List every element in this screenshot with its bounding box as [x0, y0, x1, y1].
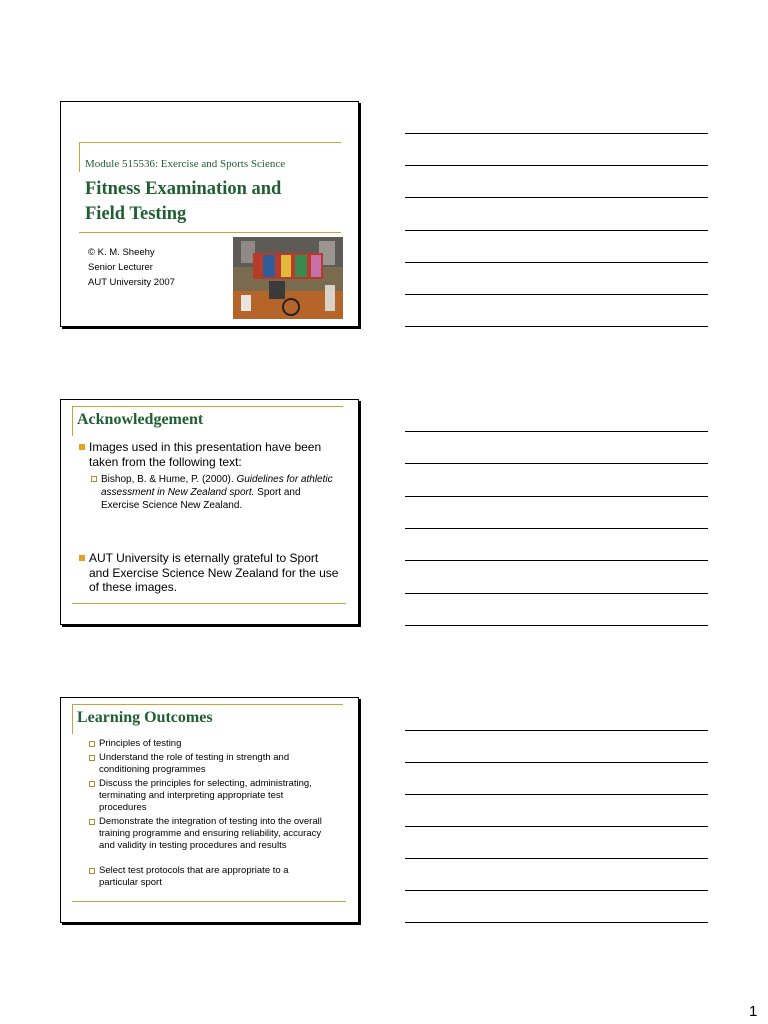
note-line: [405, 230, 708, 231]
outcome-text: Understand the role of testing in strength and conditioning programmes: [99, 752, 290, 775]
outcome-item: [89, 816, 325, 852]
sub-bullet-marker: [89, 741, 95, 747]
note-line: [405, 762, 708, 763]
note-line: [405, 262, 708, 263]
gym-photo: [233, 237, 343, 319]
reference-publisher: Sport and Exercise Science New Zealand.: [101, 487, 301, 511]
slide-title: Fitness Examination and Field Testing: [85, 179, 282, 224]
sub-bullet-marker: [91, 476, 97, 482]
gold-accent-top: [72, 704, 343, 705]
outcome-item: [89, 865, 325, 889]
outcome-item: [89, 752, 325, 776]
bullet-marker: [79, 444, 85, 450]
gold-accent-top: [72, 406, 343, 407]
outcome-item: [89, 738, 325, 750]
author-name: © K. M. Sheehy: [88, 247, 155, 258]
note-line: [405, 794, 708, 795]
note-line: [405, 463, 708, 464]
note-line: [405, 294, 708, 295]
slide-title: Acknowledgement: [77, 411, 204, 428]
page-number: 1: [749, 1003, 758, 1020]
module-label: Module 515536: Exercise and Sports Science: [85, 158, 286, 170]
note-line: [405, 431, 708, 432]
note-line: [405, 165, 708, 166]
sub-bullet-marker: [89, 781, 95, 787]
sub-bullet-reference: [91, 473, 341, 512]
note-line: [405, 826, 708, 827]
gold-accent-vertical: [72, 704, 73, 734]
outcome-text: Select test protocols that are appropriate to a particular sport: [99, 865, 289, 888]
bullet-marker: [79, 555, 85, 561]
reference-text: [91, 473, 341, 512]
sub-bullet-marker: [89, 819, 95, 825]
note-line: [405, 730, 708, 731]
reference-authors: Bishop, B. & Hume, P. (2000).: [101, 474, 237, 485]
gold-accent-vertical: [79, 142, 80, 172]
note-line: [405, 197, 708, 198]
note-line: [405, 593, 708, 594]
gold-accent-bottom: [72, 901, 346, 902]
note-line: [405, 890, 708, 891]
bullet-images-source: [79, 440, 341, 469]
outcome-text: Demonstrate the integration of testing into the overall training programme and ensuring reliability, accuracy and validity in testing procedures and results: [99, 816, 322, 851]
author-org: AUT University 2007: [88, 277, 175, 288]
note-line: [405, 625, 708, 626]
gold-accent-divider: [79, 232, 341, 233]
note-line: [405, 560, 708, 561]
gold-accent-bottom: [72, 603, 346, 604]
note-line: [405, 528, 708, 529]
reference-title: Guidelines for athletic assessment in New Zealand sport.: [101, 474, 333, 498]
note-line: [405, 326, 708, 327]
bullet-gratitude: [79, 551, 341, 595]
outcome-item: [89, 778, 325, 814]
gold-accent-top: [79, 142, 341, 143]
slide-2: [60, 399, 359, 625]
note-line: [405, 858, 708, 859]
slide-title: Learning Outcomes: [77, 709, 213, 726]
bullet-text: AUT University is eternally grateful to Sport and Exercise Science New Zealand for the use of these images.: [89, 551, 339, 594]
note-line: [405, 922, 708, 923]
note-line: [405, 496, 708, 497]
note-line: [405, 133, 708, 134]
author-role: Senior Lecturer: [88, 262, 153, 273]
sub-bullet-marker: [89, 755, 95, 761]
slide-3: [60, 697, 359, 923]
slide-1: [60, 101, 359, 327]
gold-accent-vertical: [72, 406, 73, 436]
bullet-text: Images used in this presentation have been taken from the following text:: [89, 440, 322, 469]
outcome-text: Principles of testing: [99, 738, 182, 749]
outcome-text: Discuss the principles for selecting, administrating, terminating and interpreting appropriate test procedures: [99, 778, 312, 813]
sub-bullet-marker: [89, 868, 95, 874]
